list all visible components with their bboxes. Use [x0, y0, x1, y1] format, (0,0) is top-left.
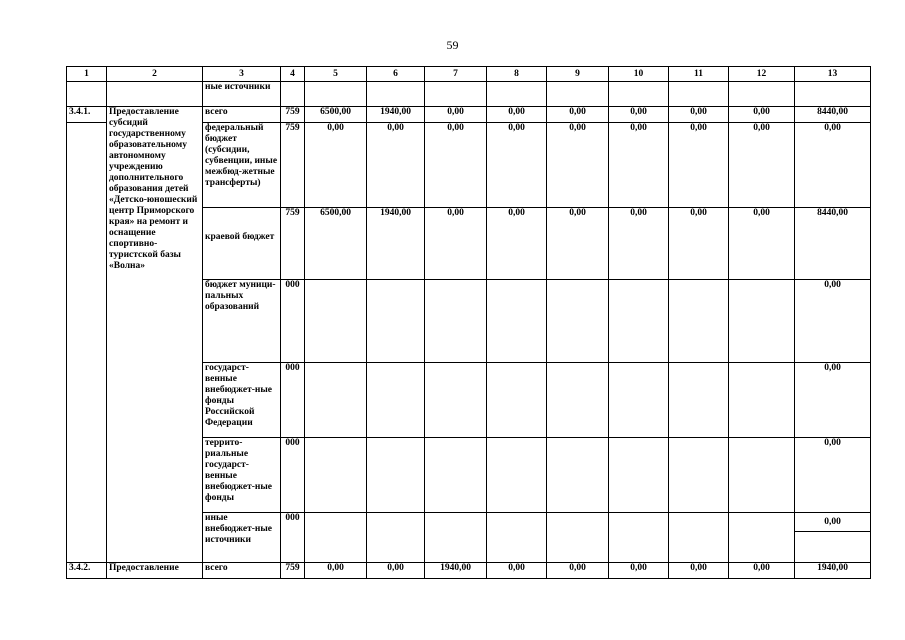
header-row: [67, 67, 871, 82]
measure-title: Предоставление субсидий государственному образовательному автономному учреждению дополнительного образования детей «Детско-юношеский центр Приморского края» на ремонт и оснащение спортивно-туристской базы «Волна»: [107, 107, 203, 563]
value-cell: 0,00: [669, 123, 729, 208]
total-cell: [795, 513, 871, 563]
value-cell: 0,00: [487, 208, 547, 280]
page-number: 59: [446, 38, 459, 52]
total-cell: 1940,00: [795, 563, 871, 579]
header-cell: 2: [107, 67, 203, 82]
header-cell: 7: [425, 67, 487, 82]
value-cell: 0,00: [425, 123, 487, 208]
table-row: [67, 563, 871, 579]
code-cell: 759: [281, 563, 305, 579]
source-label: террито-риальные государст-венные внебюджет-ные фонды: [203, 438, 281, 513]
value-cell: 0,00: [729, 123, 795, 208]
value-cell: 0,00: [609, 123, 669, 208]
total-cell: 0,00: [795, 438, 871, 513]
code-cell: 000: [281, 513, 305, 563]
header-cell: 9: [547, 67, 609, 82]
value-cell: 0,00: [669, 563, 729, 579]
value-cell: 0,00: [547, 123, 609, 208]
header-cell: 1: [67, 67, 107, 82]
code-cell: 000: [281, 363, 305, 438]
code-cell: 759: [281, 107, 305, 123]
value-cell: 6500,00: [305, 208, 367, 280]
value-cell: 1940,00: [367, 208, 425, 280]
table-row: [67, 107, 871, 123]
header-cell: 4: [281, 67, 305, 82]
value-cell: 0,00: [669, 107, 729, 123]
value-cell: 0,00: [547, 107, 609, 123]
header-cell: 10: [609, 67, 669, 82]
value-cell: 0,00: [609, 107, 669, 123]
source-label: всего: [203, 107, 281, 123]
measure-title: Предоставление: [107, 563, 203, 579]
value-cell: 0,00: [729, 107, 795, 123]
total-cell: 0,00: [795, 363, 871, 438]
value-cell: 0,00: [487, 563, 547, 579]
header-cell: 12: [729, 67, 795, 82]
value-cell: 1940,00: [367, 107, 425, 123]
value-cell: 0,00: [425, 208, 487, 280]
source-label: краевой бюджет: [203, 208, 281, 280]
value-cell: 0,00: [425, 107, 487, 123]
code-cell: 759: [281, 123, 305, 208]
row-number: 3.4.1.: [67, 107, 107, 123]
code-cell: 000: [281, 280, 305, 363]
source-label: бюджет муници-пальных образований: [203, 280, 281, 363]
value-cell: 0,00: [729, 563, 795, 579]
value-cell: 0,00: [305, 563, 367, 579]
budget-table: [66, 66, 871, 579]
source-label: иные внебюджет-ные источники: [203, 513, 281, 563]
value-cell: 0,00: [547, 208, 609, 280]
header-cell: 5: [305, 67, 367, 82]
value-cell: 0,00: [305, 123, 367, 208]
code-cell: 000: [281, 438, 305, 513]
value-cell: 0,00: [367, 123, 425, 208]
total-cell: 0,00: [795, 123, 871, 208]
header-cell: 13: [795, 67, 871, 82]
value-cell: 1940,00: [425, 563, 487, 579]
table-row: [67, 82, 871, 107]
header-cell: 3: [203, 67, 281, 82]
value-cell: 6500,00: [305, 107, 367, 123]
value-cell: 0,00: [669, 208, 729, 280]
value-cell: 0,00: [609, 208, 669, 280]
value-cell: 0,00: [729, 208, 795, 280]
total-cell: 0,00: [795, 280, 871, 363]
source-label: федеральный бюджет (субсидии, субвенции, иные межбюд-жетные трансферты): [203, 123, 281, 208]
total-value: 0,00: [795, 513, 871, 532]
value-cell: 0,00: [487, 123, 547, 208]
header-cell: 11: [669, 67, 729, 82]
value-cell: 0,00: [547, 563, 609, 579]
code-cell: 759: [281, 208, 305, 280]
row-number: 3.4.2.: [67, 563, 107, 579]
header-cell: 6: [367, 67, 425, 82]
source-label: всего: [203, 563, 281, 579]
total-cell: 8440,00: [795, 208, 871, 280]
value-cell: 0,00: [367, 563, 425, 579]
source-label: ные источники: [203, 82, 281, 107]
total-cell: 8440,00: [795, 107, 871, 123]
value-cell: 0,00: [609, 563, 669, 579]
source-label: государст-венные внебюджет-ные фонды Российской Федерации: [203, 363, 281, 438]
value-cell: 0,00: [487, 107, 547, 123]
header-cell: 8: [487, 67, 547, 82]
